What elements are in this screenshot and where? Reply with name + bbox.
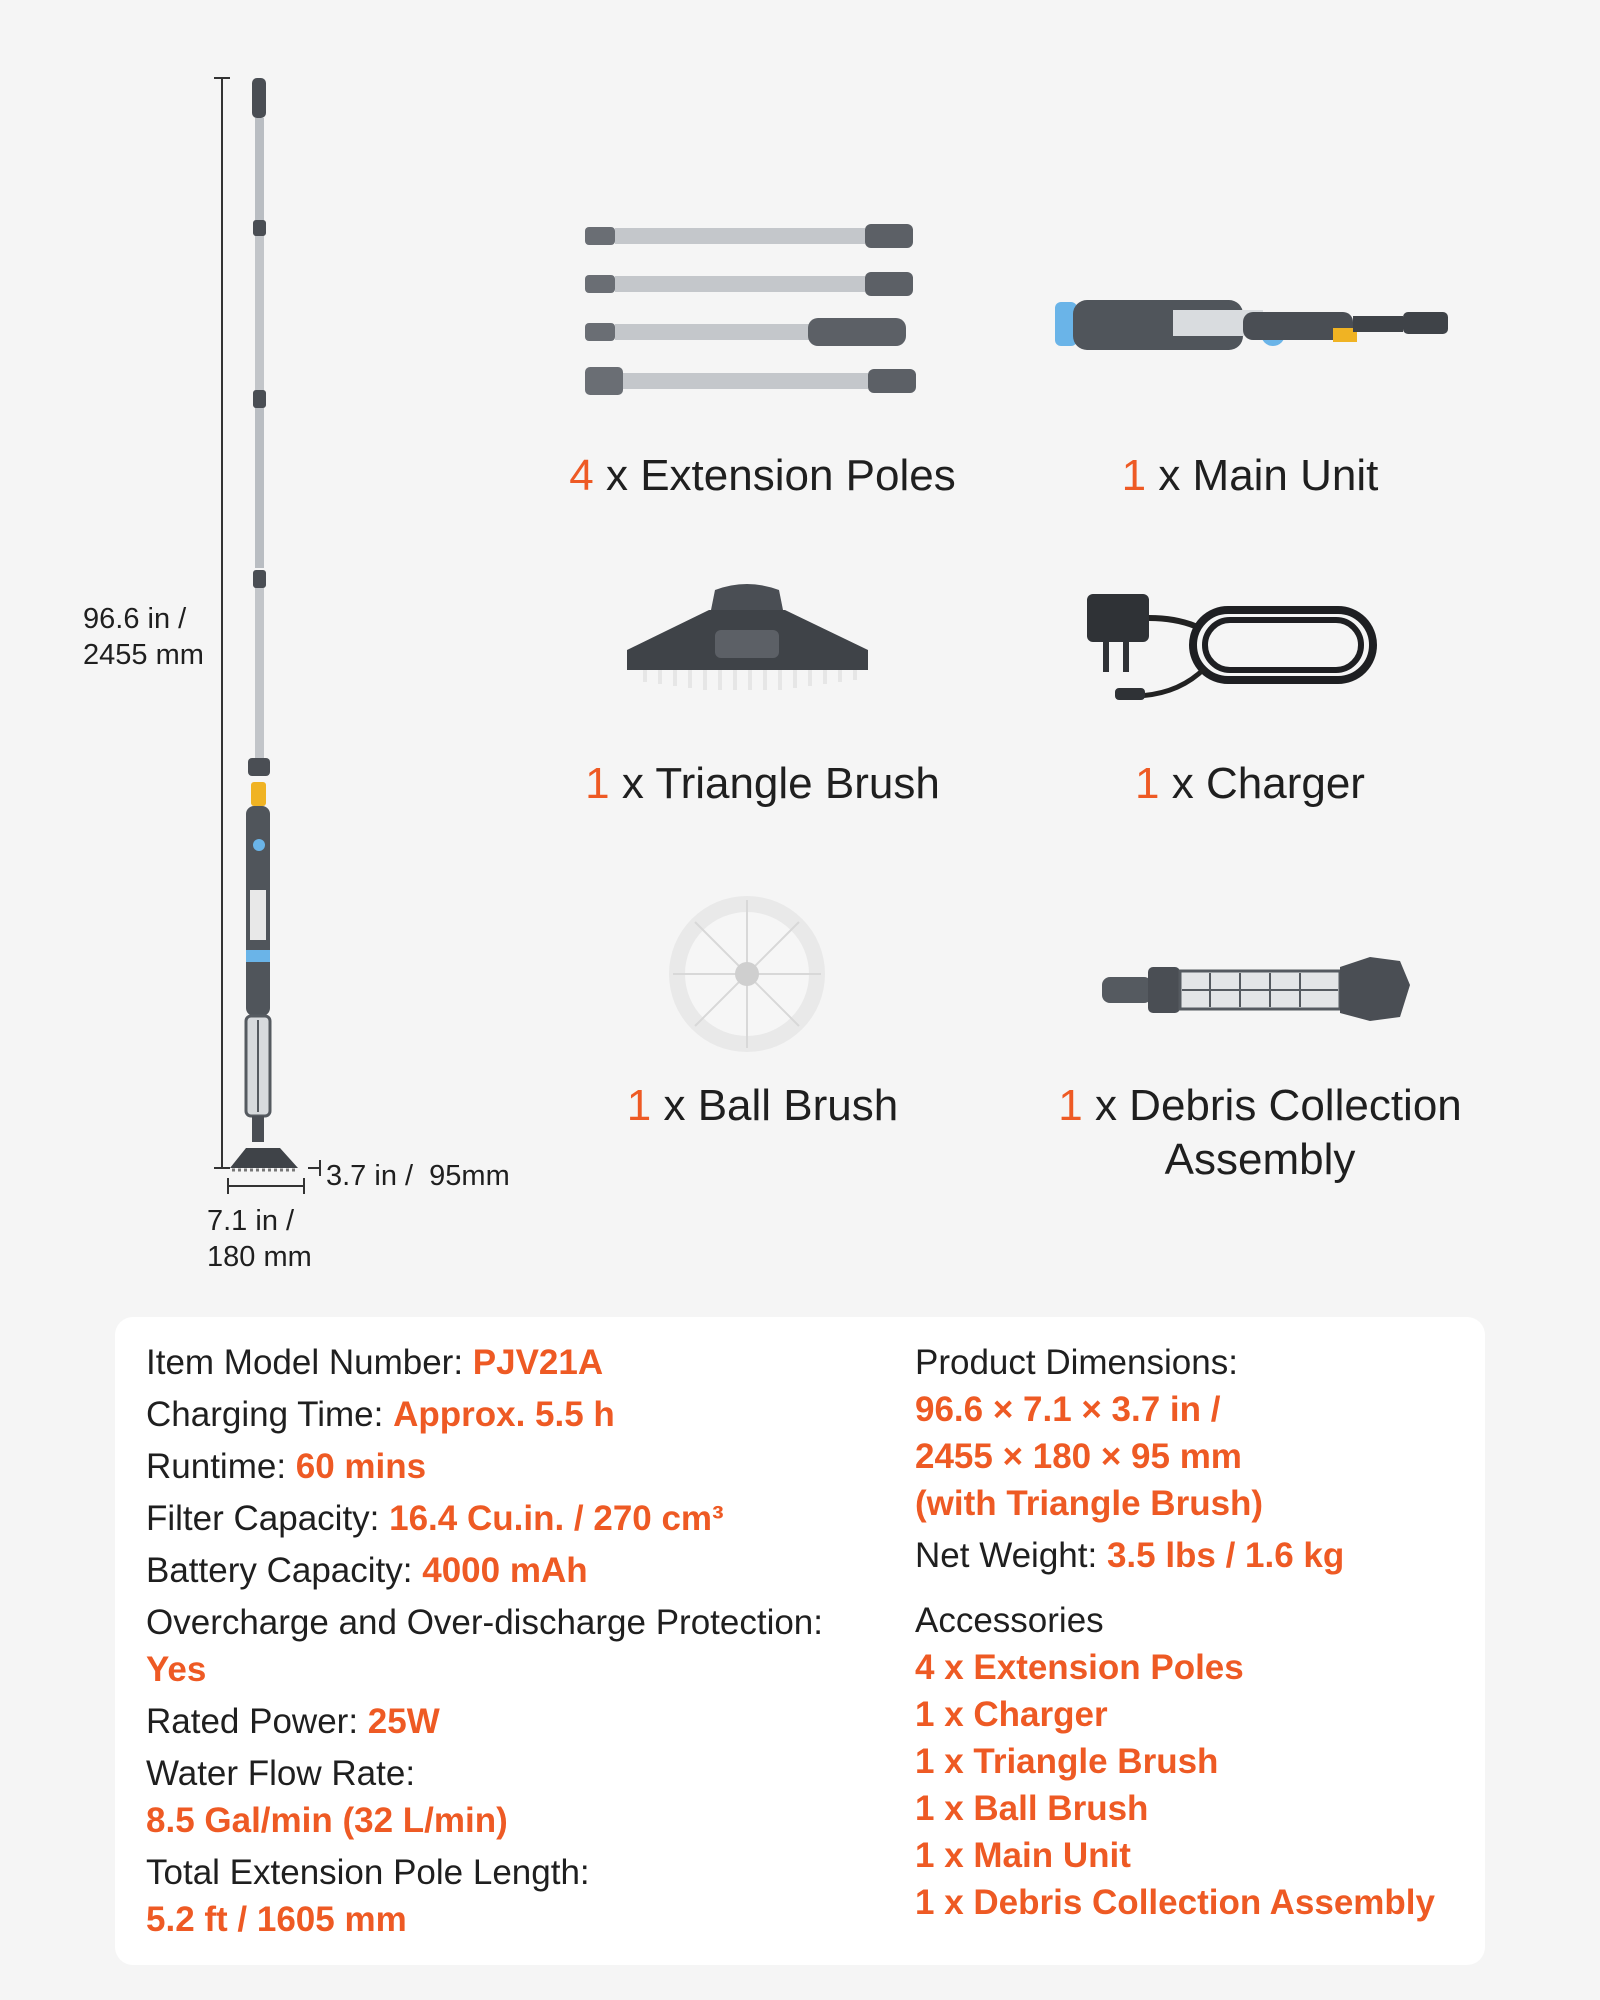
- spec-value: PJV21A: [472, 1343, 604, 1382]
- item-name: x Extension Poles: [605, 451, 956, 500]
- accessory-item: 1 x Main Unit: [915, 1836, 1131, 1875]
- item-name: x Debris Collection: [1094, 1081, 1462, 1130]
- item-qty: 1: [626, 1081, 652, 1130]
- item-label-main-unit: [1060, 449, 1440, 503]
- item-name: x Triangle Brush: [621, 759, 940, 808]
- spec-flow-label: Water Flow Rate:: [146, 1754, 416, 1793]
- item-label-triangle-brush: [560, 757, 965, 811]
- spec-value: 4000 mAh: [422, 1551, 588, 1590]
- assembled-vacuum-diagram: [180, 70, 380, 1200]
- spec-label: Filter Capacity:: [146, 1499, 390, 1538]
- specs-left-column: [146, 1339, 876, 1943]
- spec-value: Approx. 5.5 h: [393, 1395, 615, 1434]
- ball-brush-image: [665, 892, 830, 1057]
- extension-poles-image: [580, 215, 925, 405]
- spec-label: Charging Time:: [146, 1395, 394, 1434]
- vacuum-main-unit: [246, 758, 270, 1016]
- spec-model: [146, 1339, 876, 1386]
- item-qty: 1: [1135, 759, 1160, 808]
- spec-filter-capacity: [146, 1495, 876, 1542]
- spec-value: 25W: [367, 1702, 440, 1741]
- spec-value: 60 mins: [295, 1447, 427, 1486]
- spec-value: 16.4 Cu.in. / 270 cm³: [389, 1499, 724, 1538]
- accessory-item: 1 x Ball Brush: [915, 1789, 1149, 1828]
- vacuum-brush-head: [230, 1148, 298, 1170]
- height-dimension-label: [83, 601, 204, 673]
- item-label-line1: [1020, 1079, 1500, 1133]
- spec-label: Battery Capacity:: [146, 1551, 423, 1590]
- spec-battery-capacity: [146, 1547, 876, 1594]
- spec-label: Net Weight:: [915, 1536, 1107, 1575]
- spec-label: Rated Power:: [146, 1702, 368, 1741]
- width-dimension-label: [207, 1203, 312, 1275]
- item-name: x Ball Brush: [663, 1081, 899, 1130]
- depth-dimension-label: 3.7 in / 95mm: [326, 1160, 510, 1192]
- item-label-debris-collection: [1020, 1079, 1500, 1187]
- specs-right-column: [915, 1339, 1475, 1926]
- height-label-line2: 2455 mm: [83, 639, 204, 671]
- accessory-item: 1 x Triangle Brush: [915, 1742, 1219, 1781]
- spec-protection-value: Yes: [146, 1650, 207, 1689]
- spec-label: Item Model Number:: [146, 1343, 473, 1382]
- item-name-line2: Assembly: [1164, 1135, 1356, 1184]
- triangle-brush-image: [625, 580, 870, 695]
- debris-collection-image: [1100, 955, 1412, 1025]
- width-label-line2: 180 mm: [207, 1241, 312, 1273]
- spec-pole-length-value: 5.2 ft / 1605 mm: [146, 1900, 407, 1939]
- item-label-ball-brush: [560, 1079, 965, 1133]
- spec-flow-value: 8.5 Gal/min (32 L/min): [146, 1801, 508, 1840]
- charger-image: [1085, 588, 1385, 703]
- spec-charging-time: [146, 1391, 876, 1438]
- item-qty: 1: [1058, 1081, 1083, 1130]
- spec-accessories-label: Accessories: [915, 1601, 1104, 1640]
- specifications-card: [115, 1317, 1485, 1965]
- main-unit-image: [1053, 298, 1453, 358]
- spec-dimensions-value-2: 2455 × 180 × 95 mm: [915, 1437, 1242, 1476]
- depth-dimension-line: [308, 1160, 320, 1176]
- spec-dimensions-value-1: 96.6 × 7.1 × 3.7 in /: [915, 1390, 1221, 1429]
- spec-runtime: [146, 1443, 876, 1490]
- accessory-item: 1 x Charger: [915, 1695, 1108, 1734]
- accessory-item: 1 x Debris Collection Assembly: [915, 1883, 1435, 1922]
- item-label-extension-poles: [560, 449, 965, 503]
- item-name: x Charger: [1171, 759, 1365, 808]
- accessory-item: 4 x Extension Poles: [915, 1648, 1244, 1687]
- width-dimension-line: [228, 1178, 304, 1194]
- spec-dimensions-label: Product Dimensions:: [915, 1343, 1238, 1382]
- spec-value: 3.5 lbs / 1.6 kg: [1106, 1536, 1345, 1575]
- width-label-line1: 7.1 in /: [207, 1205, 295, 1237]
- spec-dimensions-value-3: (with Triangle Brush): [915, 1484, 1264, 1523]
- height-label-line1: 96.6 in /: [83, 603, 187, 635]
- vacuum-pole: [252, 78, 266, 758]
- item-qty: 4: [569, 451, 594, 500]
- item-qty: 1: [1121, 451, 1147, 500]
- item-name: x Main Unit: [1158, 451, 1379, 500]
- spec-protection-label: Overcharge and Over-discharge Protection:: [146, 1603, 823, 1642]
- spec-pole-length-label: Total Extension Pole Length:: [146, 1853, 590, 1892]
- spec-rated-power: [146, 1698, 876, 1745]
- height-dimension-line: [214, 78, 230, 1168]
- spec-label: Runtime:: [146, 1447, 296, 1486]
- item-qty: 1: [585, 759, 610, 808]
- spec-net-weight: [915, 1532, 1475, 1579]
- item-label-charger: [1060, 757, 1440, 811]
- vacuum-filter-chamber: [246, 1016, 270, 1142]
